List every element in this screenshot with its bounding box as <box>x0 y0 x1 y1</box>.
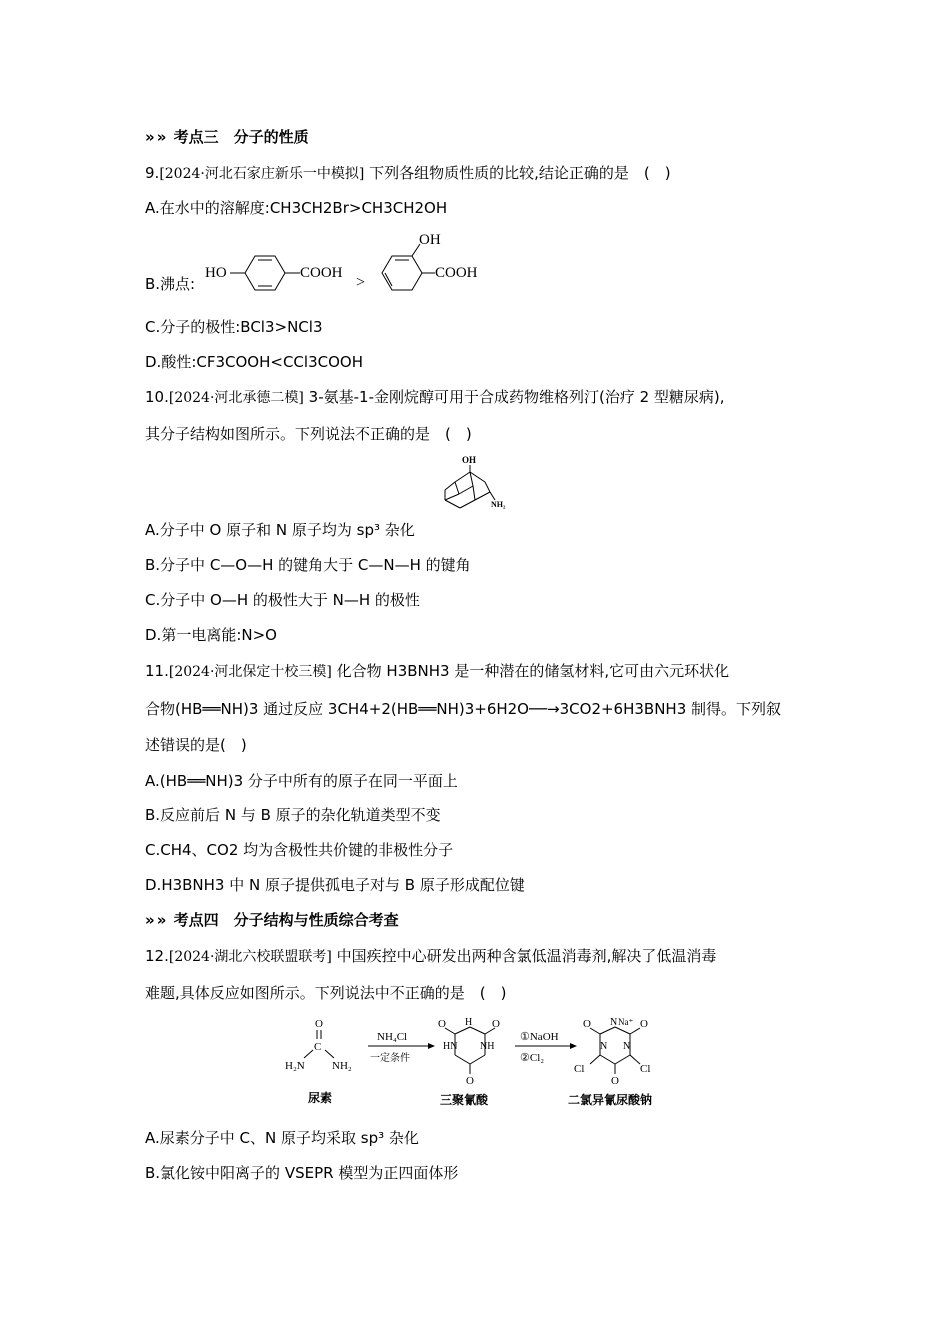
q9-option-a: A.在水中的溶解度:CH3CH2Br>CH3CH2OH <box>145 199 448 217</box>
q9-option-b-structures <box>205 228 495 298</box>
reaction-scheme <box>280 1012 680 1112</box>
question-11-stem-line2: 合物(HB══NH)3 通过反应 3CH4+2(HB══NH)3+6H2O──→3CO2+6H3BNH3 制得。下列叙 <box>145 700 782 718</box>
svg-text:O: O <box>583 1018 591 1030</box>
svg-text:O: O <box>438 1018 446 1030</box>
mol2-cooh-label: COOH <box>435 265 478 281</box>
question-text: 3-氨基-1-金刚烷醇可用于合成药物维格列汀(治疗 2 型糖尿病), <box>308 388 725 406</box>
q10-option-c: C.分子中 O—H 的极性大于 N—H 的极性 <box>145 591 420 609</box>
arrow1-reagent: NH₄Cl <box>377 1031 408 1043</box>
cyanuric-h: H <box>465 1017 473 1028</box>
question-source: [2024·河北承德二模] <box>168 390 304 406</box>
cyanuric-nh: NH <box>480 1041 495 1052</box>
arrow2-step2: ②Cl₂ <box>520 1052 545 1064</box>
mol1-cooh-label: COOH <box>300 265 343 281</box>
q10-option-a: A.分子中 O 原子和 N 原子均为 sp³ 杂化 <box>145 521 415 539</box>
question-source: [2024·河北石家庄新乐一中模拟] <box>159 166 365 182</box>
svg-text:N: N <box>623 1041 631 1052</box>
section-title: 考点四 分子结构与性质综合考查 <box>173 911 399 929</box>
section-heading-3: » » 考点三 分子的性质 <box>145 128 309 146</box>
question-12-stem <box>145 946 716 967</box>
q11-option-d: D.H3BNH3 中 N 原子提供孤电子对与 B 原子形成配位键 <box>145 876 525 894</box>
svg-text:O: O <box>466 1075 474 1087</box>
question-source: [2024·湖北六校联盟联考] <box>168 949 332 965</box>
greater-than-sign: > <box>356 274 366 291</box>
question-text: 中国疾控中心研发出两种含氯低温消毒剂,解决了低温消毒 <box>336 947 717 965</box>
svg-text:O: O <box>640 1018 648 1030</box>
q11-option-c: C.CH4、CO2 均为含极性共价键的非极性分子 <box>145 841 454 859</box>
question-10-stem <box>145 387 725 408</box>
svg-text:Cl: Cl <box>640 1063 651 1075</box>
urea-nh2-right: NH₂ <box>332 1060 352 1072</box>
question-10-stem-line2: 其分子结构如图所示。下列说法不正确的是 ( ) <box>145 425 472 443</box>
q12-option-b: B.氯化铵中阳离子的 VSEPR 模型为正四面体形 <box>145 1164 459 1182</box>
question-12-stem-line2: 难题,具体反应如图所示。下列说法中不正确的是 ( ) <box>145 984 507 1002</box>
benzene-ring-2 <box>382 256 422 290</box>
question-9-stem <box>145 163 671 184</box>
section-title: 考点三 分子的性质 <box>173 128 309 146</box>
svg-text:O: O <box>492 1018 500 1030</box>
question-text: 化合物 H3BNH3 是一种潜在的储氢材料,它可由六元环状化 <box>336 662 730 680</box>
urea-c: C <box>314 1041 322 1053</box>
question-number: 12. <box>145 947 169 965</box>
n-minus-label: N <box>610 1017 618 1028</box>
arrow2-step1: ①NaOH <box>520 1031 559 1043</box>
q11-option-a: A.(HB══NH)3 分子中所有的原子在同一平面上 <box>145 772 458 790</box>
question-11-stem <box>145 661 729 682</box>
svg-text:N: N <box>600 1041 608 1052</box>
section-marker-icon: » <box>145 911 153 929</box>
question-number: 9. <box>145 164 160 182</box>
adamantane-structure <box>435 452 515 514</box>
caption-cyanuric-acid: 三聚氰酸 <box>440 1093 489 1107</box>
mol1-oh-label: HO <box>205 265 227 281</box>
q11-option-b: B.反应前后 N 与 B 原子的杂化轨道类型不变 <box>145 806 441 824</box>
question-source: [2024·河北保定十校三模] <box>168 664 332 680</box>
question-number: 11. <box>145 662 169 680</box>
question-number: 10. <box>145 388 169 406</box>
q10-option-b: B.分子中 C—O—H 的键角大于 C—N—H 的键角 <box>145 556 471 574</box>
caption-sodium-dichloroisocyanurate: 二氯异氰尿酸钠 <box>568 1093 653 1107</box>
nh2-label: NH₂ <box>491 500 506 509</box>
oh-label: OH <box>462 455 477 465</box>
q10-option-d: D.第一电离能:N>O <box>145 626 277 644</box>
urea-nh2-left: H₂N <box>285 1060 305 1072</box>
q9-option-c: C.分子的极性:BCl3>NCl3 <box>145 318 323 336</box>
section-heading-4: » » 考点四 分子结构与性质综合考查 <box>145 911 399 929</box>
section-marker-icon: » <box>145 128 153 146</box>
caption-urea: 尿素 <box>308 1091 333 1105</box>
question-text: 下列各组物质性质的比较,结论正确的是 ( ) <box>369 164 671 182</box>
arrow1-condition: 一定条件 <box>370 1053 410 1064</box>
q12-option-a: A.尿素分子中 C、N 原子均采取 sp³ 杂化 <box>145 1129 419 1147</box>
benzene-ring-1 <box>245 256 285 290</box>
cyanuric-hn: HN <box>443 1041 458 1052</box>
sodium-ion-label: Na⁺ <box>618 1017 634 1027</box>
mol2-oh-label: OH <box>419 232 441 248</box>
svg-text:O: O <box>611 1075 619 1087</box>
urea-o: O <box>315 1018 323 1030</box>
q9-option-b-label: B.沸点: <box>145 275 196 293</box>
chlorine-left: Cl <box>574 1063 585 1075</box>
question-11-stem-line3: 述错误的是( ) <box>145 736 247 754</box>
q9-option-d: D.酸性:CF3COOH<CCl3COOH <box>145 353 363 371</box>
